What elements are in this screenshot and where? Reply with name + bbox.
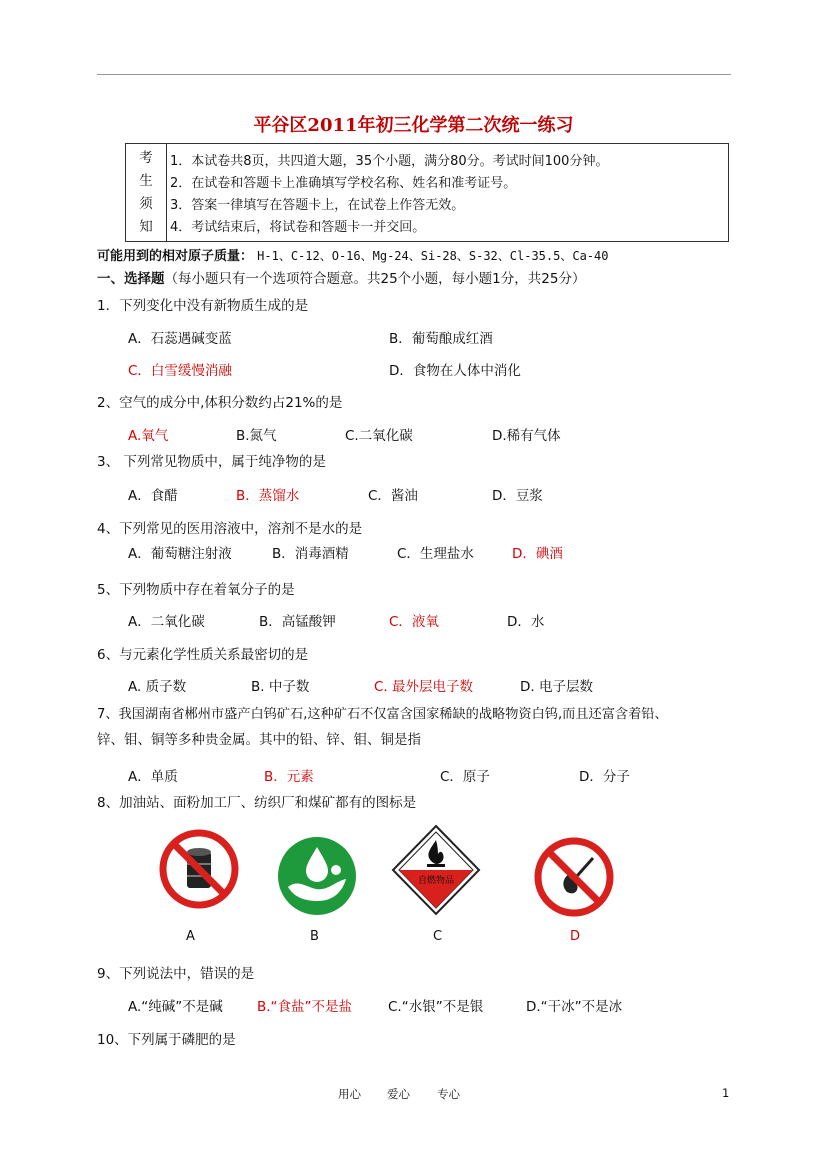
question-stem: 8、加油站、面粉加工厂、纺织厂和煤矿都有的图标是 — [97, 795, 417, 811]
option-correct: A.氧气 — [128, 428, 169, 444]
option: B. 中子数 — [251, 679, 310, 695]
footer-motto: 专心 — [437, 1087, 460, 1101]
option-correct: B．元素 — [264, 769, 314, 785]
sign-c-text: 自燃物品 — [417, 876, 455, 886]
notice-item: 3．答案一律填写在答题卡上，在试卷上作答无效。 — [170, 198, 465, 213]
notice-item: 2．在试卷和答题卡上准确填写学校名称、姓名和准考证号。 — [170, 176, 517, 191]
page-number: 1 — [722, 1086, 730, 1100]
footer-motto: 爱心 — [387, 1087, 410, 1101]
page-title: 平谷区2011年初三化学第二次统一练习 — [253, 115, 574, 136]
footer-motto: 用心 — [338, 1087, 361, 1101]
notice-label-char: 生 — [139, 173, 153, 189]
option: C．酱油 — [368, 488, 418, 504]
question-stem: 5、下列物质中存在着氧分子的是 — [97, 582, 295, 598]
notice-box — [125, 143, 729, 242]
notice-label-char: 考 — [139, 150, 153, 166]
question-stem: 锌、钼、铜等多种贵金属。其中的铅、锌、钼、铜是指 — [97, 732, 421, 748]
option: C.二氧化碳 — [345, 428, 413, 444]
option: B．消毒酒精 — [272, 546, 349, 562]
section-heading — [97, 267, 585, 287]
option: D．豆浆 — [492, 488, 543, 504]
notice-label-char: 知 — [139, 219, 153, 235]
notice-items — [170, 151, 608, 239]
question-stem: 9、下列说法中，错误的是 — [97, 966, 255, 982]
option: D.稀有气体 — [492, 428, 561, 444]
atomic-masses-label: 可能用到的相对原子质量： — [97, 249, 254, 264]
option: D. 电子层数 — [520, 679, 593, 695]
header-rule — [97, 74, 731, 75]
water-saving-sign-icon — [276, 835, 358, 917]
option: A．二氧化碳 — [128, 614, 205, 630]
question-stem: 10、下列属于磷肥的是 — [97, 1032, 236, 1048]
sign-label: C — [433, 929, 443, 944]
section-heading-label: 一、选择题 — [97, 271, 165, 287]
atomic-masses-values: H-1、C-12、O-16、Mg-24、Si-28、S-32、Cl-35.5、Ca-40 — [257, 249, 609, 263]
option: D．分子 — [579, 769, 630, 785]
option: A．食醋 — [128, 488, 178, 504]
notice-label-char: 须 — [139, 196, 153, 212]
section-note: （每小题只有一个选项符合题意。共25个小题，每小题1分，共25分） — [164, 271, 586, 287]
option-correct: D．碘酒 — [512, 546, 563, 562]
no-open-flame-sign-icon — [533, 836, 615, 918]
notice-label — [126, 144, 167, 241]
option-correct: B．蒸馏水 — [236, 488, 300, 504]
sign-label: B — [310, 929, 319, 944]
question-stem: 3、 下列常见物质中，属于纯净物的是 — [97, 454, 326, 470]
option-correct: C．白雪缓慢消融 — [128, 363, 232, 379]
option: A.“纯碱”不是碱 — [128, 999, 223, 1015]
option: A．葡萄糖注射液 — [128, 546, 232, 562]
option: A．单质 — [128, 769, 178, 785]
atomic-masses — [97, 245, 608, 264]
option-correct: C. 最外层电子数 — [374, 679, 474, 695]
question-stem: 4、下列常见的医用溶液中，溶剂不是水的是 — [97, 521, 363, 537]
option: A. 质子数 — [128, 679, 187, 695]
option: B.氮气 — [236, 428, 277, 444]
notice-item: 1．本试卷共8页，共四道大题，35个小题，满分80分。考试时间100分钟。 — [170, 154, 609, 169]
notice-item: 4．考试结束后，将试卷和答题卡一并交回。 — [170, 220, 426, 235]
option: D．食物在人体中消化 — [389, 363, 521, 379]
option: D．水 — [507, 614, 545, 630]
option: A．石蕊遇碱变蓝 — [128, 331, 232, 347]
option: C．原子 — [440, 769, 490, 785]
option: B．高锰酸钾 — [259, 614, 336, 630]
option: D.“干冰”不是冰 — [526, 999, 623, 1015]
sign-label-correct: D — [570, 929, 581, 944]
no-oil-drum-sign-icon — [158, 828, 240, 910]
option-correct: B.“食盐”不是盐 — [257, 999, 353, 1015]
option: B．葡萄酿成红酒 — [389, 331, 493, 347]
spontaneous-combustion-sign-icon — [391, 824, 481, 916]
option: C.“水银”不是银 — [388, 999, 484, 1015]
option-correct: C．液氧 — [389, 614, 439, 630]
sign-label: A — [186, 929, 195, 944]
question-stem: 6、与元素化学性质关系最密切的是 — [97, 647, 309, 663]
question-stem: 2、空气的成分中,体积分数约占21%的是 — [97, 395, 343, 411]
question-stem: 7、我国湖南省郴州市盛产白钨矿石,这种矿石不仅富含国家稀缺的战略物资白钨,而且还富含着铅、 — [97, 707, 668, 722]
question-stem: 1．下列变化中没有新物质生成的是 — [97, 298, 309, 314]
option: C．生理盐水 — [397, 546, 474, 562]
